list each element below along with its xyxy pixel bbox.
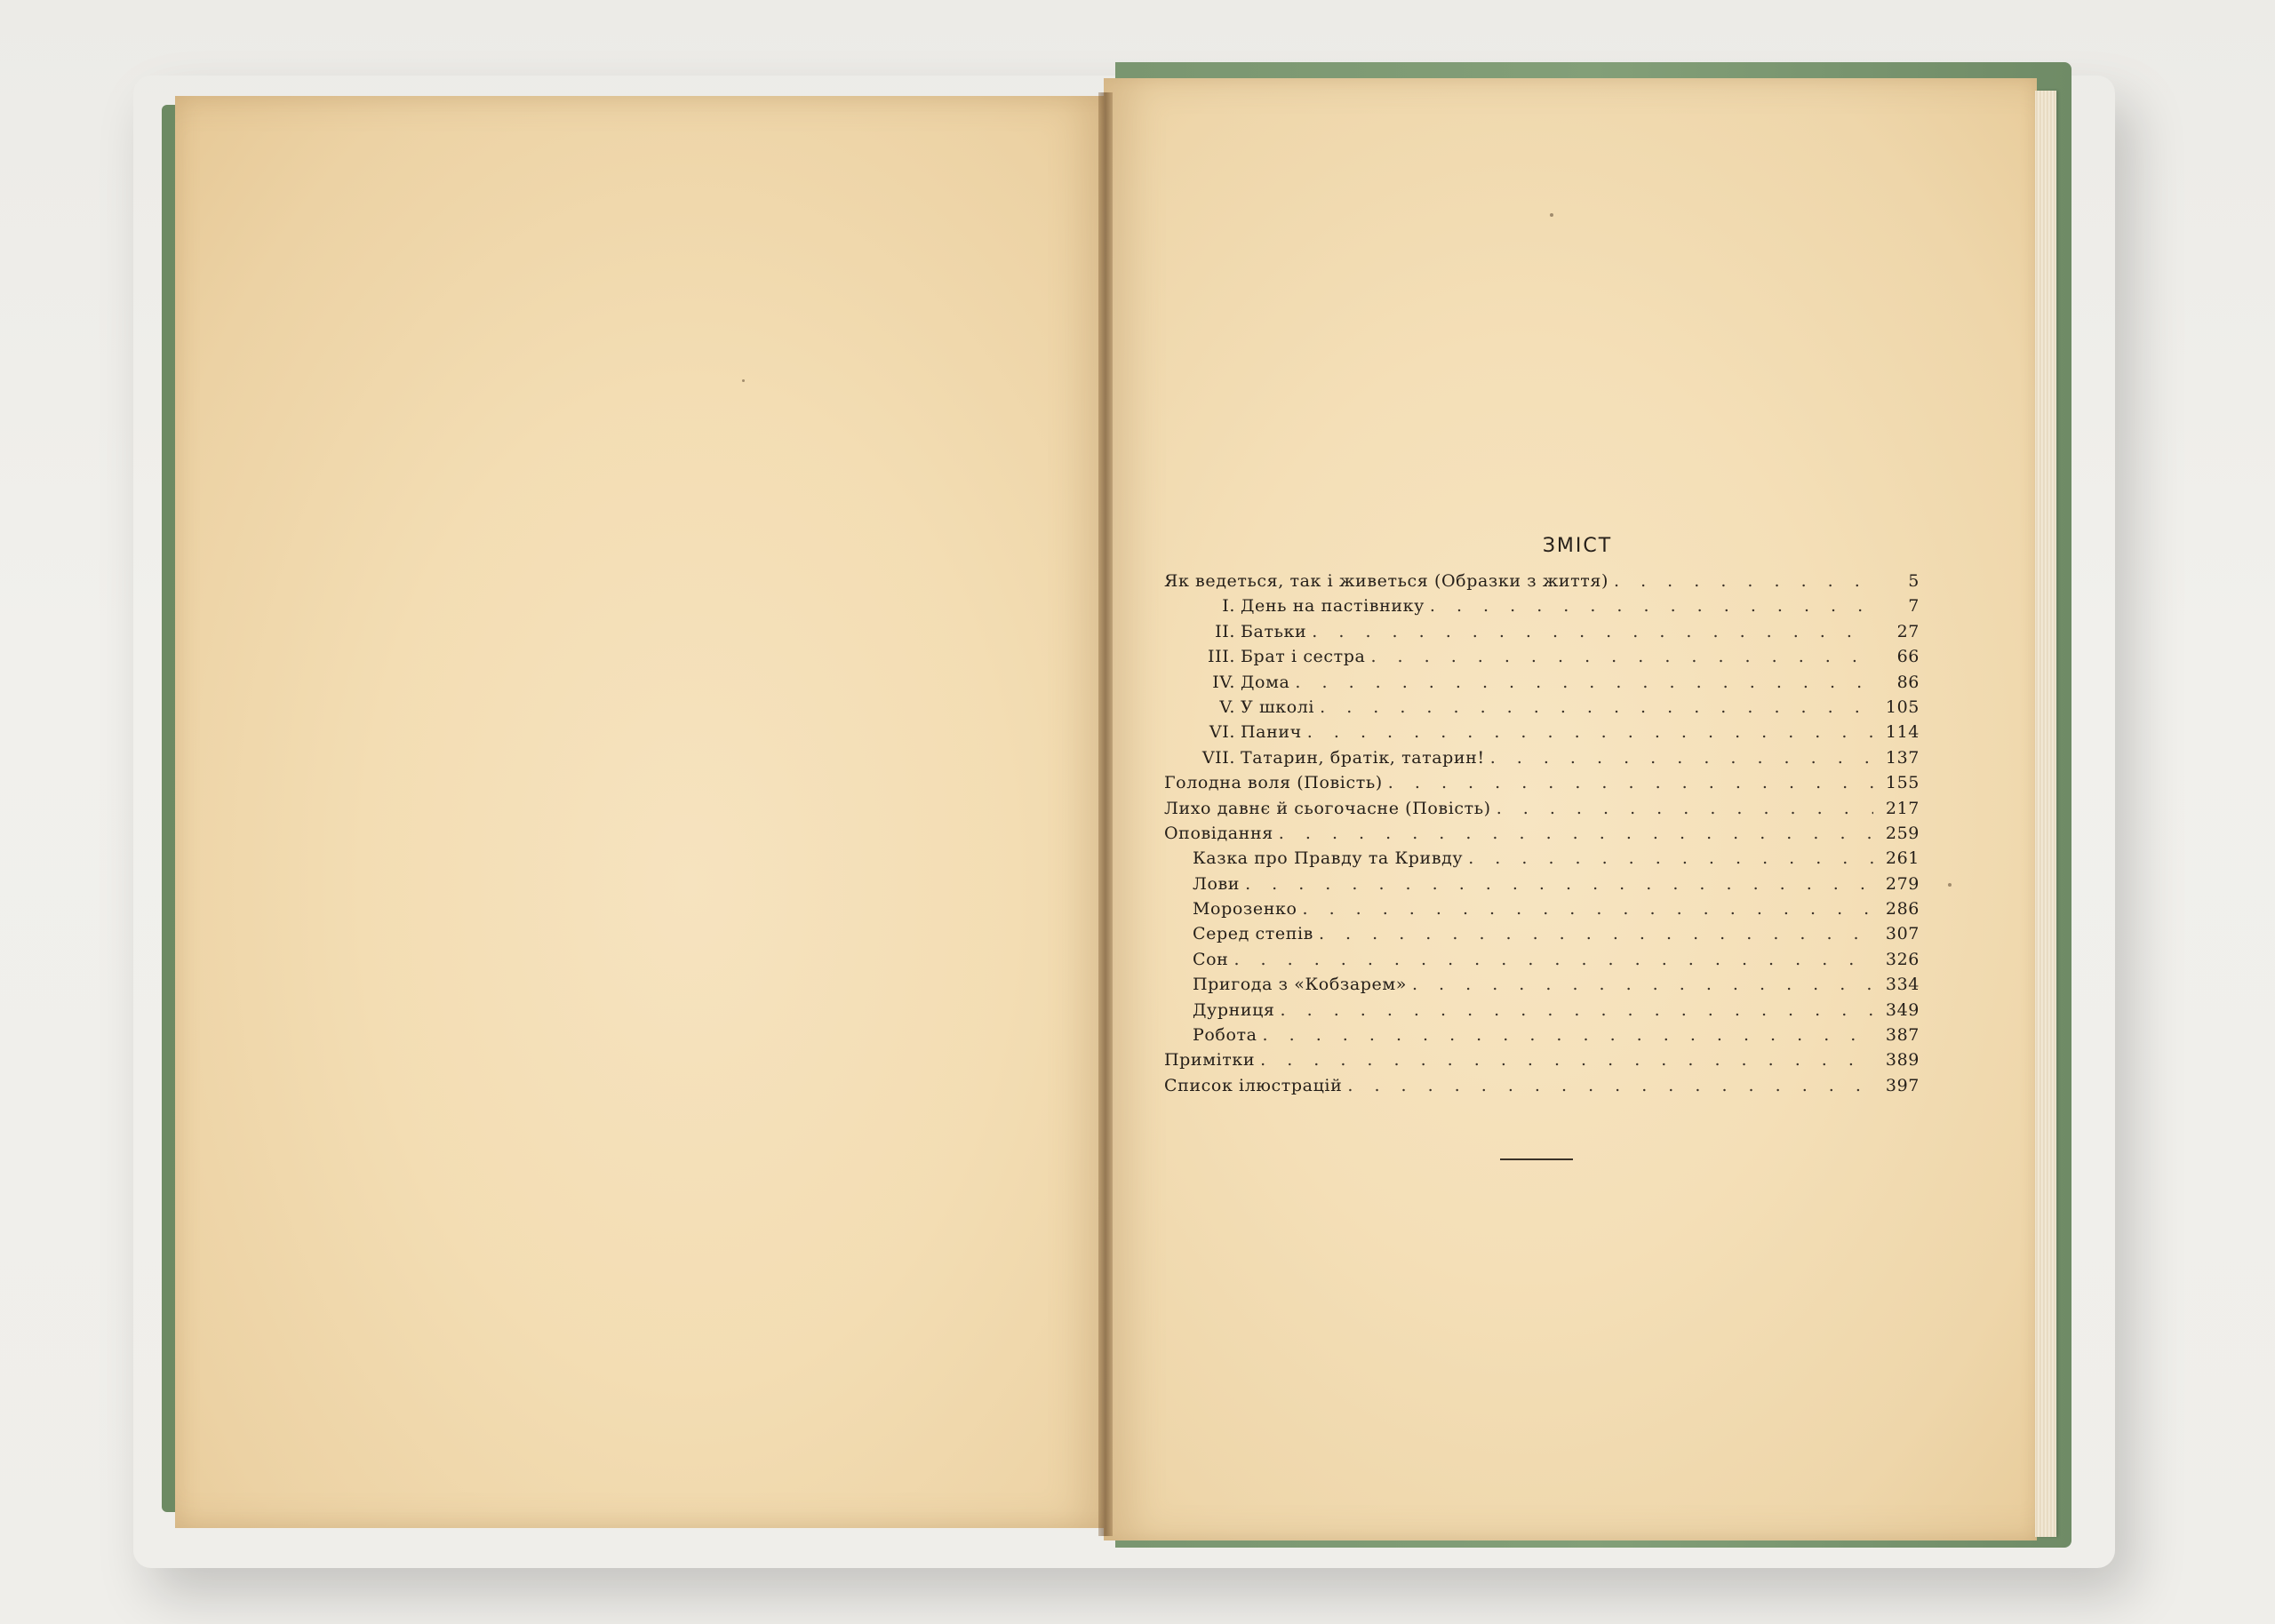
toc-leader-dots — [1412, 975, 1873, 994]
toc-title: ЗМІСТ — [1542, 535, 1613, 557]
toc-entry-roman: IV. — [1212, 672, 1235, 692]
toc-leader-dots — [1347, 1076, 1873, 1095]
toc-entry-page: 326 — [1885, 949, 1920, 969]
toc-entry-label: У школі — [1241, 697, 1315, 717]
toc-entry — [1164, 1076, 1920, 1101]
toc-entry — [1164, 899, 1920, 924]
toc-entry-roman: I. — [1222, 596, 1235, 617]
toc-entry-label: Примітки — [1164, 1050, 1256, 1071]
table-of-contents — [1164, 535, 1920, 1101]
toc-entry-label: Панич — [1241, 722, 1302, 743]
toc-entry-label: Лови — [1193, 873, 1241, 894]
toc-entry-page: 387 — [1885, 1025, 1920, 1046]
toc-entry-roman: VI. — [1209, 722, 1235, 743]
toc-entry-page: 7 — [1908, 596, 1920, 617]
toc-leader-dots — [1279, 824, 1873, 843]
toc-entry-label: Казка про Правду та Кривду — [1193, 848, 1464, 869]
toc-entry — [1164, 722, 1920, 747]
toc-entry — [1164, 622, 1920, 647]
toc-leader-dots — [1370, 647, 1873, 666]
toc-leader-dots — [1497, 799, 1873, 818]
toc-entry-page: 5 — [1908, 571, 1920, 591]
toc-entry-label: Пригода з «Кобзарем» — [1193, 975, 1407, 995]
toc-entry-roman: III. — [1208, 647, 1235, 667]
toc-entry-page: 27 — [1896, 621, 1920, 641]
toc-leader-dots — [1302, 899, 1873, 919]
toc-entry-page: 307 — [1885, 924, 1920, 944]
toc-leader-dots — [1233, 950, 1873, 969]
toc-entry — [1164, 848, 1920, 873]
toc-entry-label: Сон — [1193, 949, 1229, 969]
toc-entry-page: 279 — [1885, 873, 1920, 894]
toc-entry-page: 349 — [1885, 999, 1920, 1020]
page-edges — [2035, 91, 2056, 1537]
left-page-blank — [175, 96, 1110, 1528]
toc-entry-page: 334 — [1885, 975, 1920, 995]
toc-entry-label: Як ведеться, так і живеться (Образки з життя) — [1164, 571, 1609, 591]
toc-entry — [1164, 874, 1920, 899]
toc-entry — [1164, 748, 1920, 773]
toc-entry — [1164, 924, 1920, 949]
toc-entry-roman: V. — [1219, 697, 1235, 717]
toc-entry-page: 259 — [1885, 823, 1920, 843]
toc-entry — [1164, 799, 1920, 824]
toc-leader-dots — [1430, 596, 1873, 616]
toc-leader-dots — [1388, 773, 1873, 792]
toc-entry-page: 397 — [1885, 1075, 1920, 1095]
toc-leader-dots — [1295, 673, 1873, 692]
paper-speck — [1948, 883, 1952, 887]
toc-leader-dots — [1307, 722, 1873, 742]
toc-entry-page: 389 — [1885, 1050, 1920, 1071]
toc-entry-page: 286 — [1885, 899, 1920, 919]
toc-leader-dots — [1614, 571, 1873, 591]
toc-entry-label: Робота — [1193, 1025, 1257, 1046]
toc-entry-page: 66 — [1896, 647, 1920, 667]
toc-entry-label: Дома — [1241, 672, 1290, 692]
toc-leader-dots — [1320, 697, 1873, 717]
paper-speck — [1550, 213, 1553, 217]
toc-entry-page: 114 — [1885, 722, 1920, 743]
toc-entry-label: День на пастівнику — [1241, 596, 1425, 617]
toc-entry-page: 217 — [1885, 798, 1920, 818]
paper-speck — [742, 379, 745, 382]
toc-leader-dots — [1319, 924, 1873, 943]
book-gutter — [1098, 92, 1113, 1536]
toc-entry-label: Брат і сестра — [1241, 647, 1366, 667]
toc-entry-roman: II. — [1215, 621, 1235, 641]
toc-entry-label: Дурниця — [1193, 999, 1275, 1020]
toc-leader-dots — [1281, 1000, 1873, 1020]
toc-leader-dots — [1245, 874, 1873, 894]
toc-entry — [1164, 571, 1920, 596]
toc-entry — [1164, 773, 1920, 798]
toc-leader-dots — [1263, 1025, 1873, 1045]
toc-entry-page: 155 — [1885, 773, 1920, 793]
toc-entry-page: 137 — [1885, 747, 1920, 768]
toc-entry — [1164, 824, 1920, 848]
toc-entry-page: 105 — [1885, 697, 1920, 717]
toc-entry-page: 261 — [1885, 848, 1920, 869]
toc-entry — [1164, 975, 1920, 999]
toc-entry-label: Серед степів — [1193, 924, 1313, 944]
toc-entry — [1164, 673, 1920, 697]
toc-entry — [1164, 647, 1920, 672]
toc-entry — [1164, 1050, 1920, 1075]
toc-entry-label: Голодна воля (Повість) — [1164, 773, 1383, 793]
toc-leader-dots — [1468, 848, 1873, 868]
toc-entry — [1164, 1025, 1920, 1050]
toc-entry-label: Татарин, братік, татарин! — [1241, 747, 1485, 768]
toc-entry-label: Морозенко — [1193, 899, 1297, 919]
toc-entry — [1164, 596, 1920, 621]
toc-entry-page: 86 — [1896, 672, 1920, 692]
toc-entry-label: Лихо давнє й сьогочасне (Повість) — [1164, 798, 1491, 818]
end-rule-divider — [1500, 1158, 1573, 1160]
toc-leader-dots — [1490, 748, 1873, 768]
toc-entry-roman: VII. — [1201, 747, 1235, 768]
toc-entry-label: Список ілюстрацій — [1164, 1075, 1343, 1095]
toc-entry-label: Батьки — [1241, 621, 1307, 641]
toc-leader-dots — [1312, 622, 1873, 641]
toc-entry — [1164, 697, 1920, 722]
toc-entry — [1164, 1000, 1920, 1025]
toc-entry-label: Оповідання — [1164, 823, 1273, 843]
toc-entry — [1164, 950, 1920, 975]
toc-leader-dots — [1260, 1050, 1873, 1070]
